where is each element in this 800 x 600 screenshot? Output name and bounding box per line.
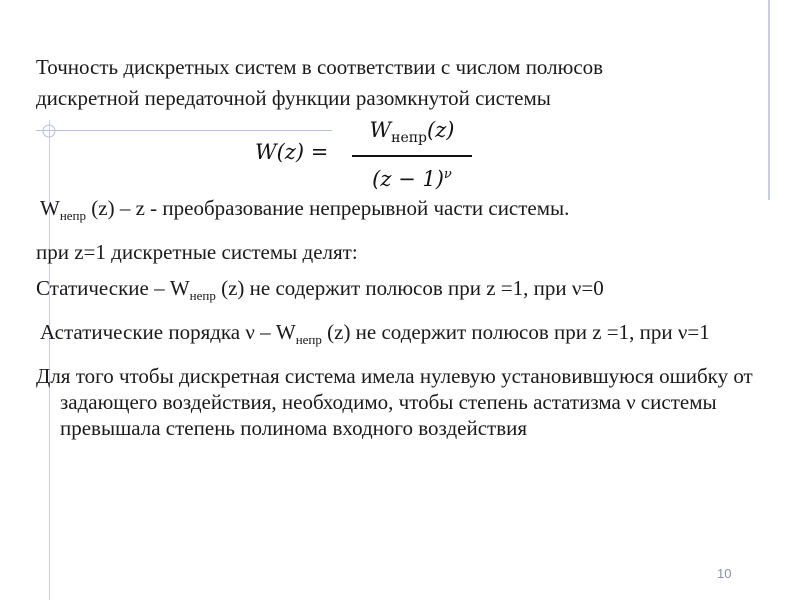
formula-numerator-subscript: непр: [391, 130, 428, 147]
page-number: 10: [717, 566, 732, 581]
title-line-1: Точность дискретных систем в соответствии с числом полюсов: [36, 55, 604, 79]
formula-fraction: [352, 116, 472, 193]
conclusion-paragraph: Для того чтобы дискретная система имела нулевую установившуюся ошибку от задающего воздействия, необходимо, чтобы степень астатизма ν системы превышала степень полинома входного воздействия: [36, 364, 753, 440]
fraction-bar: [352, 155, 472, 157]
classification-intro: при z=1 дискретные системы делят:: [36, 240, 358, 264]
formula-denominator-exponent: ν: [443, 167, 452, 183]
decorative-horizontal-line: [36, 130, 332, 131]
slide-title: [36, 52, 776, 114]
formula-numerator: $W_{непр}(z)$: [369, 118, 455, 147]
formula-lhs: W(z) =: [255, 140, 329, 164]
static-systems-line: Статические – $W_{непр}$ (z) не содержит полюсов при z =1, при ν=0: [36, 276, 604, 303]
formula-denominator: $(z - 1)^\nu$: [372, 167, 452, 192]
title-line-2: дискретной передаточной функции разомкнутой системы: [36, 86, 551, 110]
astatic-systems-line: Астатические порядка ν – $W_{непр}$ (z) не содержит полюсов при z =1, при ν=1: [40, 320, 710, 347]
slide-body: [36, 195, 771, 451]
definition-line: $W_{непр}$ (z) – z - преобразование непрерывной части системы.: [40, 196, 570, 223]
crosshair-icon: [40, 122, 58, 140]
